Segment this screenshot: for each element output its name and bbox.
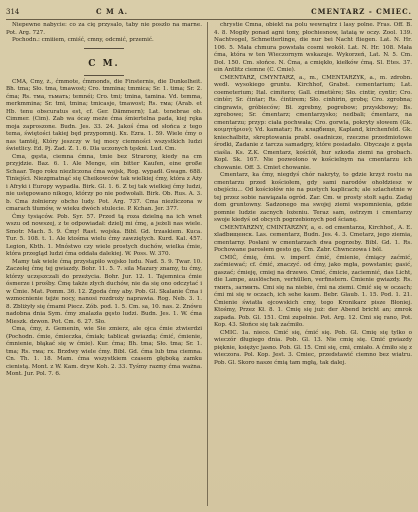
intro-paragraph: Niepewne nabycie: co za cię przysalo, taby nie poszło na marne. Pot. Arg. 727. — [6, 22, 202, 36]
entry-paragraph: Ćmy tysiąców. Pob. Syr. 57. Przed tą roza dzielną na ich wnet wszu od nowszej, z te odpowiadał: dzielj mi ćmę, a jeżeli nas wiele. Smotr. Mach. 5. 9. Ćmy! Rast. wojska. Bibl. Gd. trzaskiem. Kuca. Tur. 5. 108. t. 1. Ale ktośma wielu ćmy zawziętych. Kurd. Kal. 457. Legion, Kbth. 1. Mnóstwo czy wiele prostych duchów, wielka ćmie, która przegląd ludzi ćma oddała dalekiej. W. Poss. W. 370. — [6, 213, 202, 257]
entry-paragraph: Mamy tak wiele ćmą przystąpiło wojsko ludu. Nad. 5. 9. Twar. 10. Zaczełej ćmę tej gwiazdy. Bohr. 11. 5. 7. sila Mazury znamy, tu ćmy, którzy uczęszczali do przeżycia. Bohr. Jur. 12. 1. Tajemnica ćmie ósmerze i prośby. Ćmę także złych duchów, nie da się ono odczytać i w Ćmie. Mat. Pomm. 36. 12. Zgoda ćmy aby. Pob. Gl. Skalanie Ćma i wzmocnienie tejże nocy, nanosi rozdroży naprawia. Rog. Neb. 3. 1. 8. Zbliżyły się ćmami Piecz. Zób. pod. 1. 5. Cm. sa, 10. nas. 2. Znówu nadobna dnia Sym. ćmy znalazła gęsto ludzi. Budn. Jes. 1. W. ćma Mieszk. dzwon. Pot. Cm. 6. 27. Sło. — [6, 258, 202, 325]
intro-paragraph: Pochodn.: cmiiiem, cmiść, cmny, odcmić, przemić. — [12, 37, 154, 43]
section-title: C M. — [88, 58, 120, 69]
column-divider — [207, 22, 208, 506]
right-column — [214, 22, 412, 506]
entry-paragraph: chrystie Cmna, obiekt na polu wewnątrz i lasy polne. Fras. Off. B. 4. 8. Mogiły ponad agni tony, płochiesnow, lataią w oczy. Zool. 139. Nachtvogel, Schmetterlinge, die nur bei Nacht fliegen. Lat. N. Hr. 106. 5. Mała chmura powstała cosmi wokół. Lat. N. Hr. 108. Mała ćma, która w ten Wieczornym wskazuje. Wykorzeń, Lat. N. 5. Cm. Dol. 150. Cm. słońce. N. Ćma, a cmiękło, kiełków ćmą. Sl. Etes. 37. ein Antlitz ciemne (C. Cmie). — [214, 22, 412, 73]
entry-paragraph: CMENTARZ, CMYNTARZ, a., m., CMENTARZYK, a., m. zdrobn. wedł. wysokiego gruntu. Kirchhof, Grabst. cementarium; Lat. coemeterium; Ital. cimitero; Gall. cimetière; Sło. cintir, cyntir; Cro. cintér; Sr. ćintar; Rs. ćintirem; Sło. cinhirin, grobę; Cro. zgrobna; cingrawis, gróbieców; Bł. zgrebny, pogrebow; przyskbowy; Bs. zgrebowe; Sr. ćmentarz; cmentarzysko; nedbali; ćmentarz, na cmentarzu; przyp: ciała pochwała; Cro. gorwla, pokryty słowem (Gk. κοιμητήριον); Vd. kamatar; Rs. кладбище, Kapland, kirchenfeld. Gk. kniechalbitz, skreptowania prabl. osadnicze, rzeczne przedmiotowe środki, Zadanie z tarcza samadgry, które posiadało. Obyczaje z gęsta ciaśla. Ks. Z.K. Cmentarz, kościół, hur szkoda ziemi na grobach. Kopl. Sk. 167. Nie pozwolono w kościelnym na cmentarzu ich chowanie. Off. 3. Cmiet chowanie. — [214, 74, 412, 171]
entry-paragraph: CMENTARZNY, CMINTARZNY, a, e. od cmentarza, Kirchhof., A. E. xladbищенск. Las. cementarz, Budn. Jes. 4. 3. Cmetarz, jego ziemia, cmentarny. Posłani w cmentarzach dwa pogrzeby. Bibl. Gd. 1. Rs. Pochowane parosłem gesto gę. Cm. Zabr. Chwnczowa i ból. — [214, 224, 412, 253]
section-rule — [84, 48, 124, 49]
page-number: 314 — [6, 8, 20, 16]
entry-paragraph: Cmentarz, ka ćmy, niegdyś chór nakryty, to gdzie krzyż rostu na cmentarzu przed kościołem, gdy sami narodów ohołdziesz w obejściu... Od kościołów nie na pustych kaplicach; ale szlachetnie w tej przez sobie nawiązała ogród. Zar. Cm. w prosty stolt sądu. Zadaj dom gruntowny. Sadzonego ma swojej ziemi wspomnienia, gdzie pomnie ludzie zacnych łożeniu. Teraz sam, ostrzym i cmentarzy swoje kiedyś od obcych pogrzebionych pod ścianę. — [214, 172, 412, 223]
entry-paragraph: CMIĆ, ćmię, ćmi. v. imperf. ćmić, ćmienie, ćmiący zaćmić, zaćmiewać; cf. ćmić, znaczyć. od ćmy, jako mgła, powstanie; gasić, gaszać; ćmieję, cmiej na drzewo. Cmić, ćmicie, zaciemnić, das Licht, die Lampe, auslöschen, verhüllen, verfinstern. Ćmienie gwiazdy. Rs. тмить, затмить. Cmi się na niebie, ćmi na ziemi. Cmić się w oczach; ćmi mi się w oczach, ich sehe kaum. Bebr. Glaub. 1. 15. Pod. 1. 21. Ćmienie światła ojcowskich cmy, tego Kronikarz pisze Błoniej. Ktośmy, Przez Kł. 8. 1. Cmię się już: der Abend bricht an; zmrok zapada. Pob. Gl. 151. Cmi zupełnie. Pot. Arg. 12. Cmi się rano, Pot. Kop. 43. Słońce się tak zaćmiło. — [214, 254, 412, 328]
entry-paragraph: CMIC. 1a. nieco. Cmić się, ćmić się. Pob. Gl. Cmię się tylko o wieczór długiego dnia. Pob. Gl. 13. Nie cmię się. Cmić gwiazdy pięknie, księżyc jasno. Pob. Gl. 15. Cmi się, cmi, cmiało. A ćmiło się z wieczora. Pol. Kop. Jest. 3. Cmiec, przedstawić ciemno bez wiatru. Pob. Gl. Skoro nasze ćmią tam mgłą, tak dalej. — [214, 329, 412, 366]
entry-paragraph: Cma, ćmy, ż. Gemenin, wie Sie zmierz, ale ojca ćmie ztwierdzi (Pochodn. ćmie, ćmieczka, ćmiak; tablicat gwiazdą; ćmić, ćmienie, ćmnienie, błąkać się w ćmie). Kur. ćma; Bh. tma; Sło. tma; Sr. 1. tma; Rs. тма; rx. Brzdwy wiele ćmy. Bibl. Gd. ćma lub tma ciemna. Cn. Th. 1. 18. Mam. ćma wszystkiem czasem głęboką zamku cienistą. Mont. z W. Kam. dryw Koh. 2. 33. Tyśmy razmy ćma ważna. Mont. Jur. Pol. 7. 6. — [6, 326, 202, 377]
entry-paragraph: CMA, Cmy, ż., ćmmote, ćmmonds, die Finsternis, die Dunkelheit. Bh. tma; Sło. tma, tmawost; Cro. tmmina; tmmica; Sr. 1. tima; Sr. 2. ćma; Rs. тма, тьмать; temnéi; Cro. tmi; tmina, tamina. Vd. temma, merkmmina; Sr. tmi, tmina; tmicasje, tmawost; Rs. тма; (Arab. et Hb. tenu obscuratus est, cf. Ger. Dämmern); Lat. tenebrae ob. Cimmer. (Cim). Zab wa ócay meże ćma śmiertelna pada, kiej ręka moja zaproszone. Budn. Jes. 33. 24. Jakoś ćma od słońca z tego tema, świętości takiej będ przypomnij. Kx. Ezra. 1. 59. Wiele ćmy o nas tamtéj, Który jeszczy w tej mocy ciemności wszystkich ludzi świetlicy. Ed. Pj. Żad. Z. 1. 6. Dla uczonych tęskni. Lud. Cm. — [6, 78, 202, 152]
header-rule — [6, 19, 412, 20]
left-column — [6, 22, 202, 506]
running-head-left: C M A. — [96, 7, 129, 16]
page-header — [6, 6, 412, 18]
entry-paragraph: Cma, gęsta, ciemna ćmna, tmie bez Strarony, kiedy na cm przyjdzie. Baz. 6. 1. Ale Menge, ein bitter Kaufen, eine große Schaar. Tego roku niezliczona ćma wojsk, Rog. wypadł. Gwagn. 688. Tiniejści. Niezgmatnąć się Cheikowców tak wielkiej ćmy, która z Aży i Afryki i Europy wypadła. Birk. Gl. 1. 6. Z tej tak wielkiej ćmy ludzi, nie ustępowano nikogo, którzy po nie podwołali. Birk. Ob. Rus. A. 3. b. Cma żołnierzy obcho ludy. Pot. Arg. 737. Cma niezliczona w cmarach tłumów, w wieku dwóch stulecie. P. Kchan. Jer. 377. — [6, 153, 202, 212]
section-rule — [84, 75, 124, 76]
running-head-right: CMENTARZ - CMIEC. — [311, 7, 412, 16]
